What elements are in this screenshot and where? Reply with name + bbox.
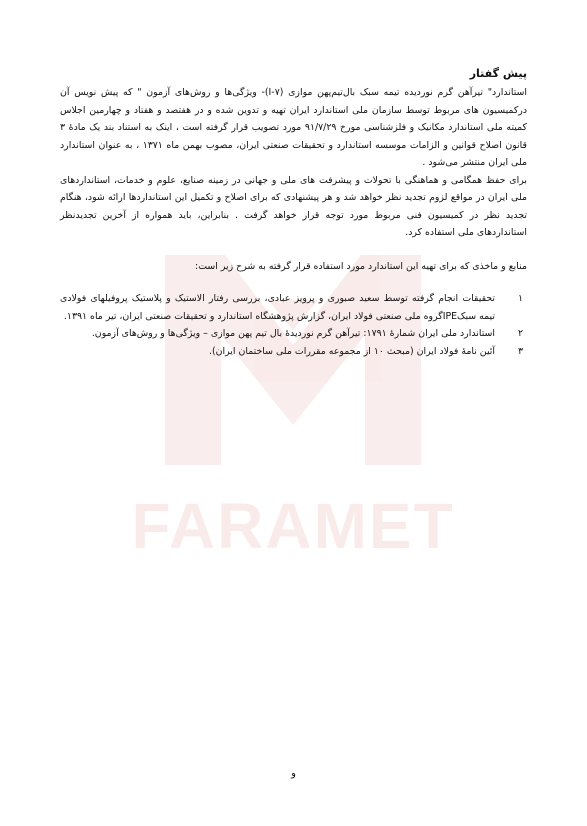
foreword-heading: پیش گفتار	[469, 67, 527, 80]
source-text: استاندارد ملی ایران شمارهٔ ۱۷۹۱: تیرآهن گرم نوردیدهٔ بال تیم پهن موازی – ویژگی‌ها و روش‌های آزمون.	[91, 328, 495, 339]
source-item-3	[60, 343, 527, 361]
foreword-section	[60, 65, 527, 360]
sources-list	[60, 290, 527, 360]
source-text: آئین نامهٔ فولاد ایران (مبحث ۱۰ از مجموعه مقررات ملی ساختمان ایران).	[209, 345, 495, 357]
source-number: ۲	[517, 328, 523, 339]
source-text: تحقیقات انجام گرفته توسط سعید صبوری و پرویز عبادی، بررسی رفتار الاستیک و پلاستیک پروفیلهای فولادی تیمه سبکIPEگروه ملی صنعتی فولاد ایران، گزارش پژوهشگاه استاندارد و تحقیقات صنعتی ایران، تیر ماه ۱۳۹۱.	[60, 293, 495, 322]
source-number: ۱	[517, 293, 523, 304]
page-number: و	[291, 768, 296, 779]
watermark-text: FARAMET	[131, 490, 455, 562]
source-number: ۳	[517, 345, 523, 357]
source-item-2	[60, 325, 527, 343]
sources-intro: منابع و ماخذی که برای تهیه این استاندارد مورد استفاده قرار گرفته به شرح زیر است:	[195, 260, 527, 272]
source-item-1	[60, 290, 527, 325]
foreword-paragraph-2: برای حفظ همگامی و هماهنگی با تحولات و پیشرفت های ملی و جهانی در زمینه صنایع، علوم و خدمات، استانداردهای ملی ایران در مواقع لزوم تجدید نظر خواهد شد و هر پیشنهادی که برای اصلاح و تکمیل این استانداردها ارائه شود، هنگام تجدید نظر در کمیسیون فنی مربوط مورد توجه قرار خواهد گرفت . بنابراین، باید همواره از آخرین تجدیدنظر استانداردهای ملی استفاده کرد.	[60, 174, 527, 238]
foreword-paragraph-1: استاندارد" تیرآهن گرم نوردیده تیمه سبک بال‌تیم‌پهن موازی (I-۷)- ویژگی‌ها و روش‌های آزمون " که پیش نویس آن درکمیسیون های مربوط توسط سازمان ملی استاندارد ایران تهیه و تدوین شده و در هفتصد و هفتاد و چهارمین اجلاس کمیته ملی استاندارد مکانیک و فلزشناسی مورخ ۹۱/۷/۲۹ مورد تصویب قرار گرفته است ، اینک به استناد بند یک مادهٔ ۳ قانون اصلاح قوانین و الزامات موسسه استاندارد و تحقیقات صنعتی ایران، مصوب بهمن ماه ۱۳۷۱ ، به عنوان استاندارد ملی ایران منتشر می‌شود .	[60, 87, 527, 168]
